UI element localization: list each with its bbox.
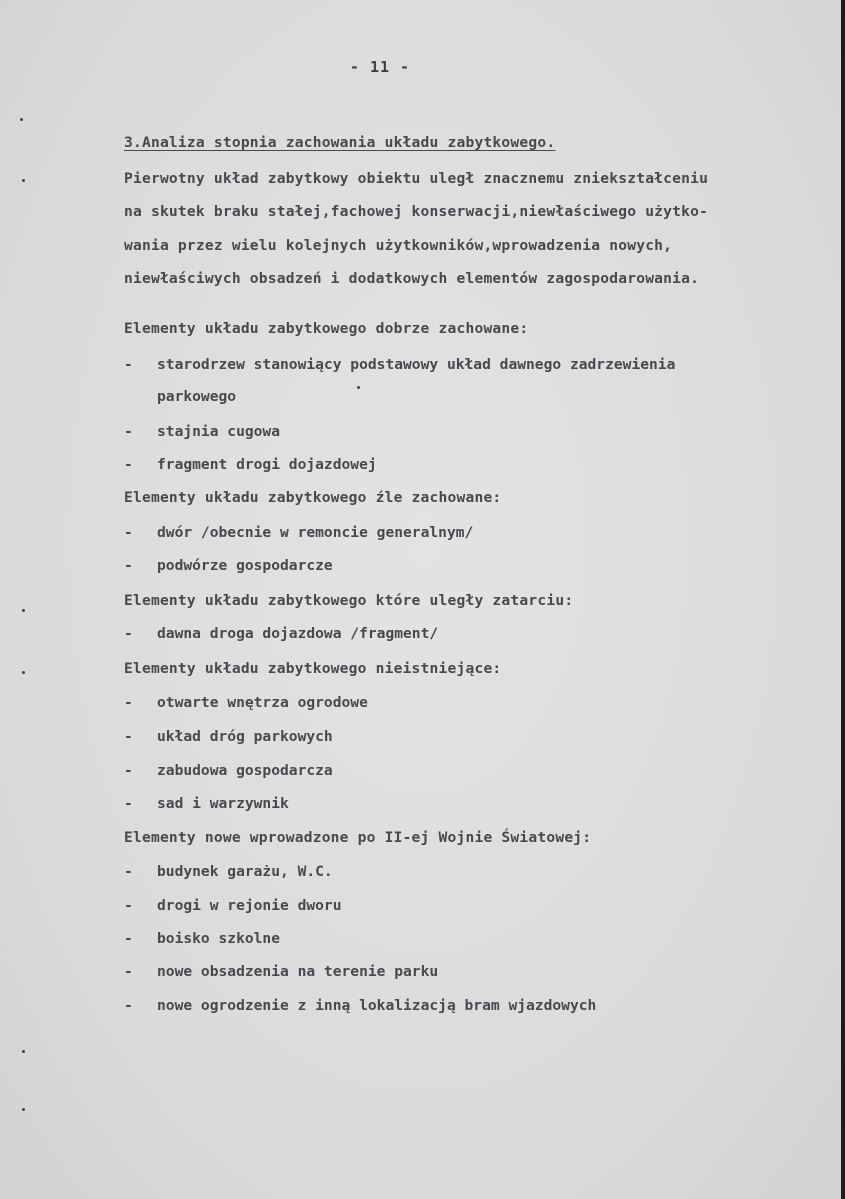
- list-item: [124, 930, 280, 947]
- dash-mark: -: [124, 897, 133, 914]
- list-item: [124, 694, 368, 711]
- list-item: [124, 795, 289, 812]
- list-item-text: podwórze gospodarcze: [157, 557, 333, 574]
- list-item-text: otwarte wnętrza ogrodowe: [157, 694, 368, 711]
- list-item-text: układ dróg parkowych: [157, 728, 333, 745]
- list-item-text: drogi w rejonie dworu: [157, 897, 342, 914]
- margin-speck: [22, 179, 25, 182]
- dash-mark: -: [124, 930, 133, 947]
- list-item: [124, 897, 342, 914]
- list-title: Elementy układu zabytkowego źle zachowane:: [124, 489, 502, 506]
- margin-speck: [22, 1108, 25, 1111]
- dash-mark: -: [124, 356, 133, 373]
- page-edge: [841, 0, 845, 1199]
- list-item: [124, 728, 333, 745]
- list-item: [124, 997, 596, 1014]
- list-item-text: budynek garażu, W.C.: [157, 863, 333, 880]
- dash-mark: -: [124, 795, 133, 812]
- list-title: Elementy układu zabytkowego które uległy zatarciu:: [124, 592, 574, 609]
- dash-mark: -: [124, 762, 133, 779]
- ink-speck: [357, 386, 360, 389]
- list-item-text: stajnia cugowa: [157, 423, 281, 440]
- margin-speck: [20, 118, 23, 121]
- list-item-text: zabudowa gospodarcza: [157, 762, 333, 779]
- list-item: [124, 762, 333, 779]
- intro-line: na skutek braku stałej,fachowej konserwacji,niewłaściwego użytko-: [124, 203, 709, 220]
- dash-mark: -: [124, 557, 133, 574]
- intro-line: wania przez wielu kolejnych użytkowników,wprowadzenia nowych,: [124, 237, 673, 254]
- dash-mark: -: [124, 524, 133, 541]
- intro-line: niewłaściwych obsadzeń i dodatkowych elementów zagospodarowania.: [124, 270, 700, 287]
- dash-mark: -: [124, 863, 133, 880]
- margin-speck: [22, 1050, 25, 1053]
- list-item-text: sad i warzywnik: [157, 795, 289, 812]
- dash-mark: -: [124, 997, 133, 1014]
- list-item-text: dawna droga dojazdowa /fragment/: [157, 625, 439, 642]
- list-item: [124, 963, 438, 980]
- page-number: - 11 -: [349, 58, 411, 76]
- list-item: [124, 863, 333, 880]
- list-title: Elementy układu zabytkowego dobrze zachowane:: [124, 320, 529, 337]
- dash-mark: -: [124, 423, 133, 440]
- list-item: [124, 423, 280, 440]
- list-item: [124, 456, 377, 473]
- section-heading: 3.Analiza stopnia zachowania układu zabytkowego.: [124, 134, 556, 151]
- list-item: [124, 356, 675, 373]
- dash-mark: -: [124, 694, 133, 711]
- dash-mark: -: [124, 625, 133, 642]
- list-item: [124, 625, 438, 642]
- list-item: [124, 524, 473, 541]
- list-item-text: fragment drogi dojazdowej: [157, 456, 377, 473]
- list-item-text: dwór /obecnie w remoncie generalnym/: [157, 524, 474, 541]
- margin-speck: [22, 609, 25, 612]
- list-title: Elementy nowe wprowadzone po II-ej Wojnie Światowej:: [124, 829, 592, 846]
- list-title: Elementy układu zabytkowego nieistniejące:: [124, 660, 502, 677]
- dash-mark: -: [124, 728, 133, 745]
- margin-speck: [22, 671, 25, 674]
- intro-line: Pierwotny układ zabytkowy obiektu uległ znacznemu zniekształceniu: [124, 170, 709, 187]
- list-item-text: boisko szkolne: [157, 930, 281, 947]
- list-item-text: nowe ogrodzenie z inną lokalizacją bram wjazdowych: [157, 997, 597, 1014]
- dash-mark: -: [124, 963, 133, 980]
- list-item: [124, 557, 333, 574]
- dash-mark: -: [124, 456, 133, 473]
- list-item-text: starodrzew stanowiący podstawowy układ dawnego zadrzewienia: [157, 356, 676, 373]
- list-item-continuation: parkowego: [157, 388, 237, 405]
- list-item-text: nowe obsadzenia na terenie parku: [157, 963, 439, 980]
